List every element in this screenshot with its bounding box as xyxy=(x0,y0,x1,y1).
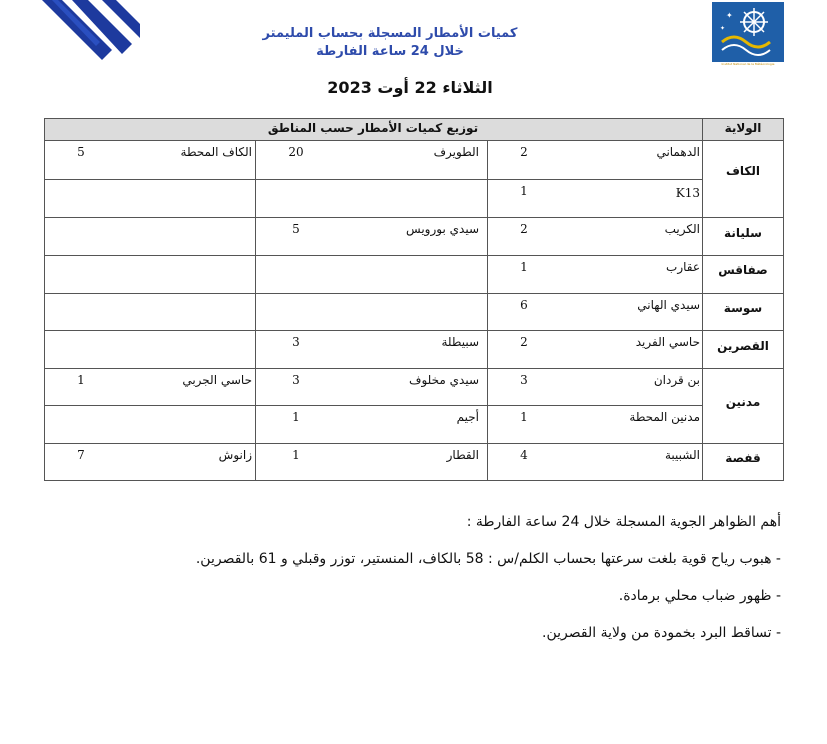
logo-caption: Institut National de la Météorologie xyxy=(721,62,775,66)
station-name: K13 xyxy=(675,186,700,200)
rainfall-value: 1 xyxy=(520,184,528,198)
station-name: الدهماني xyxy=(656,145,700,159)
rainfall-value: 5 xyxy=(292,222,300,236)
station-name: عقارب xyxy=(666,260,700,274)
governorate-gafsa: قفصة xyxy=(725,451,761,465)
rainfall-value: 2 xyxy=(520,222,528,236)
rainfall-value: 5 xyxy=(77,145,85,159)
note-item: - ظهور ضباب محلي برمادة. xyxy=(618,588,781,604)
svg-text:✦: ✦ xyxy=(726,11,733,20)
rainfall-value: 2 xyxy=(520,335,528,349)
station-name: مدنين المحطة xyxy=(629,410,700,424)
station-name: أجيم xyxy=(456,410,479,424)
rainfall-value: 4 xyxy=(520,448,528,462)
rainfall-value: 2 xyxy=(520,145,528,159)
rainfall-value: 1 xyxy=(520,410,528,424)
rainfall-value: 6 xyxy=(520,298,528,312)
station-name: الطويرف xyxy=(433,145,479,159)
column-header-distribution: توزيع كميات الأمطار حسب المناطق xyxy=(267,121,479,135)
governorate-medenine: مدنين xyxy=(725,395,761,409)
page-title: كميات الأمطار المسجلة بحساب المليمتر xyxy=(262,26,518,41)
governorate-sousse: سوسة xyxy=(723,301,763,315)
station-name: سيدي مخلوف xyxy=(409,373,479,387)
weather-notes xyxy=(81,514,781,662)
rainfall-value: 7 xyxy=(77,448,85,462)
rainfall-value: 3 xyxy=(292,373,300,387)
page-subtitle: خلال 24 ساعة الفارطة xyxy=(316,44,464,59)
station-name: القطار xyxy=(446,448,479,462)
rainfall-value: 1 xyxy=(520,260,528,274)
rainfall-value: 3 xyxy=(520,373,528,387)
station-name: حاسي الجربي xyxy=(182,373,252,387)
station-name: الكريب xyxy=(664,222,700,236)
note-item: - هبوب رياح قوية بلغت سرعتها بحساب الكلم/س : 58 بالكاف، المنستير، توزر وقبلي و 61 بالقصرين. xyxy=(195,551,781,567)
station-name: سبيطلة xyxy=(441,335,479,349)
governorate-siliana: سليانة xyxy=(724,226,762,240)
rainfall-value: 1 xyxy=(77,373,85,387)
rainfall-value: 1 xyxy=(292,448,300,462)
governorate-kasserine: القصرين xyxy=(717,339,769,353)
station-name: سيدي بورويس xyxy=(406,222,479,236)
note-item: - تساقط البرد بخمودة من ولاية القصرين. xyxy=(542,625,781,641)
rainfall-value: 20 xyxy=(288,145,304,159)
rainfall-value: 1 xyxy=(292,410,300,424)
station-name: زانوش xyxy=(218,448,252,462)
station-name: حاسي الفريد xyxy=(635,335,700,349)
station-name: بن قردان xyxy=(653,373,700,387)
column-header-governorate: الولاية xyxy=(724,121,762,135)
decorative-stripes xyxy=(40,0,140,80)
svg-text:✦: ✦ xyxy=(720,25,726,32)
governorate-kef: الكاف xyxy=(725,164,761,178)
station-name: الكاف المحطة xyxy=(180,145,252,159)
station-name: سيدي الهاني xyxy=(637,298,700,312)
notes-heading: أهم الظواهر الجوية المسجلة خلال 24 ساعة الفارطة : xyxy=(466,514,781,530)
report-date: الثلاثاء 22 أوت 2023 xyxy=(327,78,493,97)
governorate-sfax: صفاقس xyxy=(718,263,768,277)
rainfall-table xyxy=(44,118,784,481)
station-name: الشبيبة xyxy=(665,448,700,462)
rainfall-value: 3 xyxy=(292,335,300,349)
